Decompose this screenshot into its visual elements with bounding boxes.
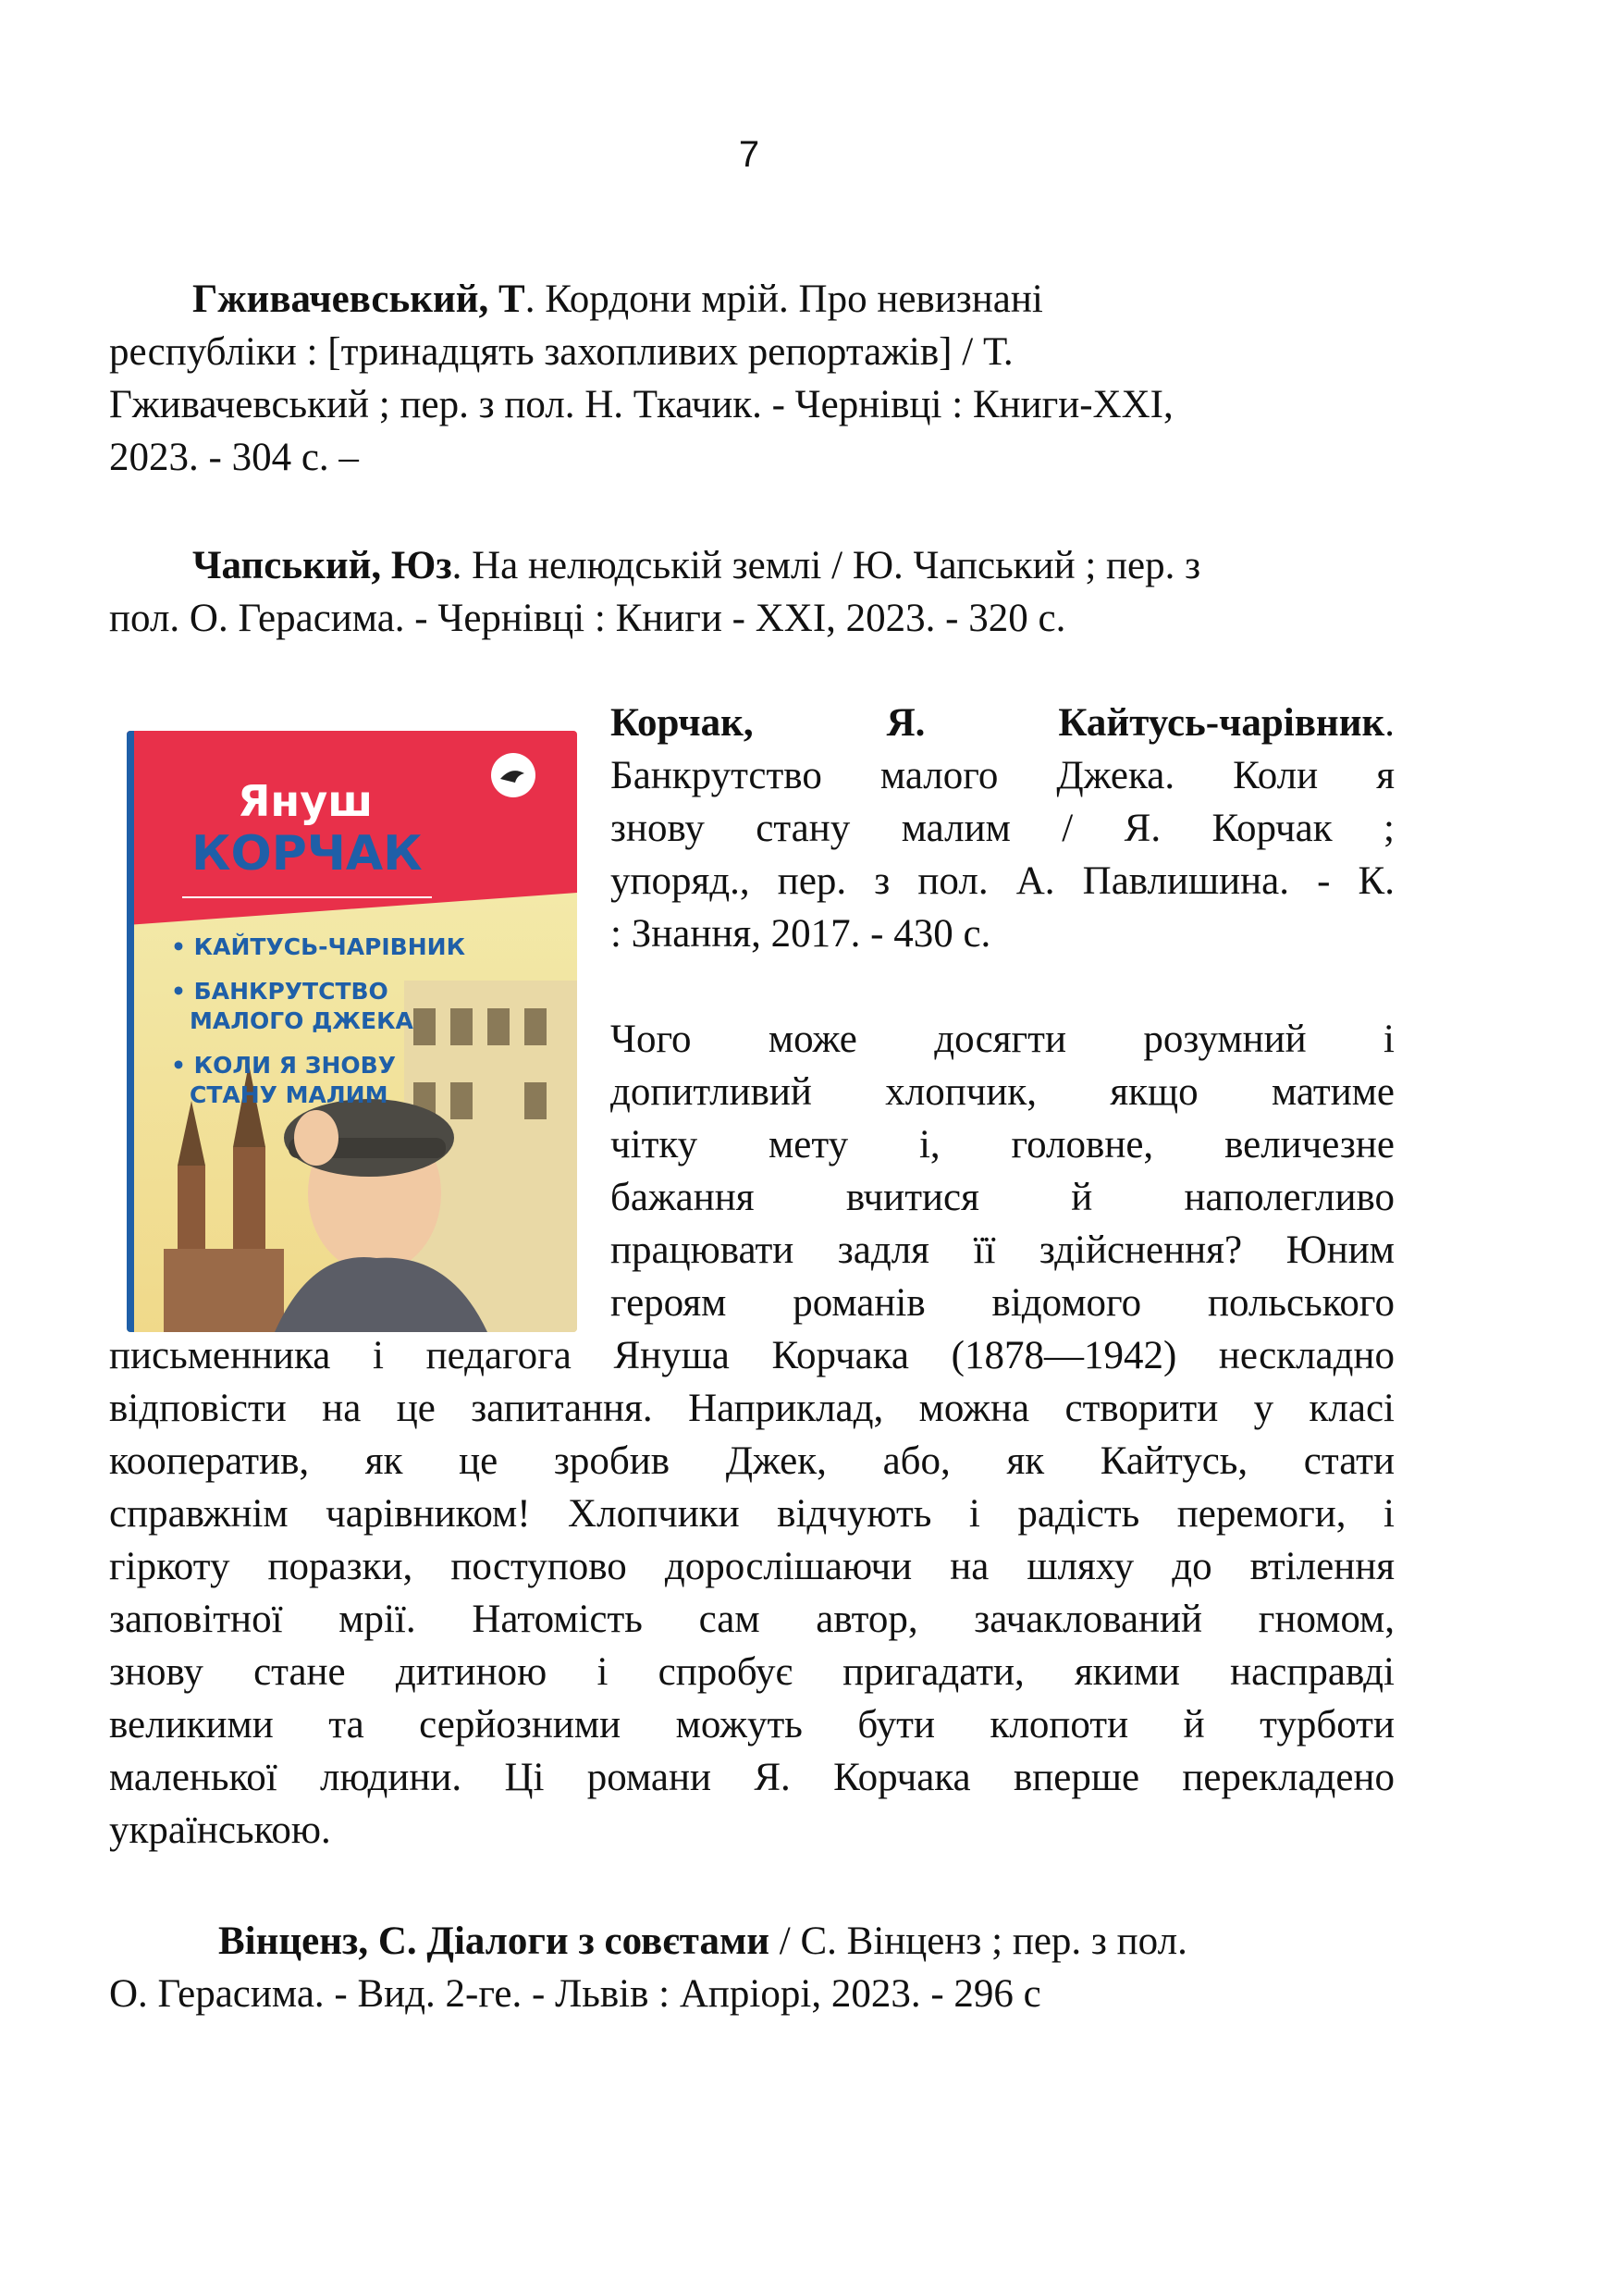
entry-author: Гживачевський, Т	[192, 278, 525, 321]
cover-author-last: КОРЧАК	[191, 826, 423, 882]
korczak-title: Корчак, Я. Кайтусь-чарівник.	[610, 701, 1395, 745]
korczak-description: письменника і педагога Януша Корчака (1878—1942) нескладно відповісти на це запитання. Наприклад, можна створити у класі кооператив, як це зробив Джек, або, як Кайтусь, стати справжнім чарівником! Хлопчики відчують і радість перемоги, і гіркоту поразки, поступово дорослішаючи на шляху до втілення заповітної мрії. Натомість сам автор, зачаклований гномом, знову стане дитиною і спробує пригадати, якими насправді великими та серйозними можуть бути клопоти й турботи маленької людини. Ці романи Я. Корчака вперше перекладено українською.	[109, 1334, 1395, 1852]
cover-item: • КОЛИ Я ЗНОВУ	[171, 1052, 396, 1079]
page-number: 7	[738, 134, 760, 175]
entry-korczak: Корчак, Я. Кайтусь-чарівник. Банкрутство малого Джека. Коли я знову стану малим / Я. Корчак ; упоряд., пер. з пол. А. Павлишина. - К. : Знання, 2017. - 430 с. Чого може досягти розумний і допитливий хлопчик, якщо матиме чітку мету і, головне, величезне бажання вчитися й наполегливо працювати задля її здійснення? Юним героям романів відомого польського	[610, 697, 1395, 1329]
cover-item: СТАНУ МАЛИМ	[190, 1081, 388, 1108]
entry-author: Чапський, Юз	[192, 544, 452, 587]
cover-item: МАЛОГО ДЖЕКА	[190, 1007, 413, 1034]
entry-vincenz: Вінценз, С. Діалоги з совєтами / С. Вінценз ; пер. з пол. О. Герасима. - Вид. 2-ге. - Львів : Апріорі, 2023. - 296 с	[109, 1920, 1187, 2016]
entry-author: Вінценз, С. Діалоги з совєтами	[218, 1920, 770, 1963]
entry-czapski: Чапський, Юз. На нелюдській землі / Ю. Чапський ; пер. з пол. О. Герасима. - Чернівці : Книги - XXI, 2023. - 320 с.	[109, 544, 1201, 640]
cover-item: • БАНКРУТСТВО	[171, 978, 388, 1005]
cover-item: • КАЙТУСЬ-ЧАРІВНИК	[171, 933, 466, 960]
entry-gzhyvachevsky: Гживачевський, Т. Кордони мрій. Про невизнані республіки : [тринадцять захопливих репортажів] / Т. Гживачевський ; пер. з пол. Н. Ткачик. - Чернівці : Книги-XXI, 2023. - 304 с. –	[109, 278, 1174, 479]
book-cover-image	[127, 731, 577, 1332]
cover-author-first: Януш	[238, 776, 374, 826]
